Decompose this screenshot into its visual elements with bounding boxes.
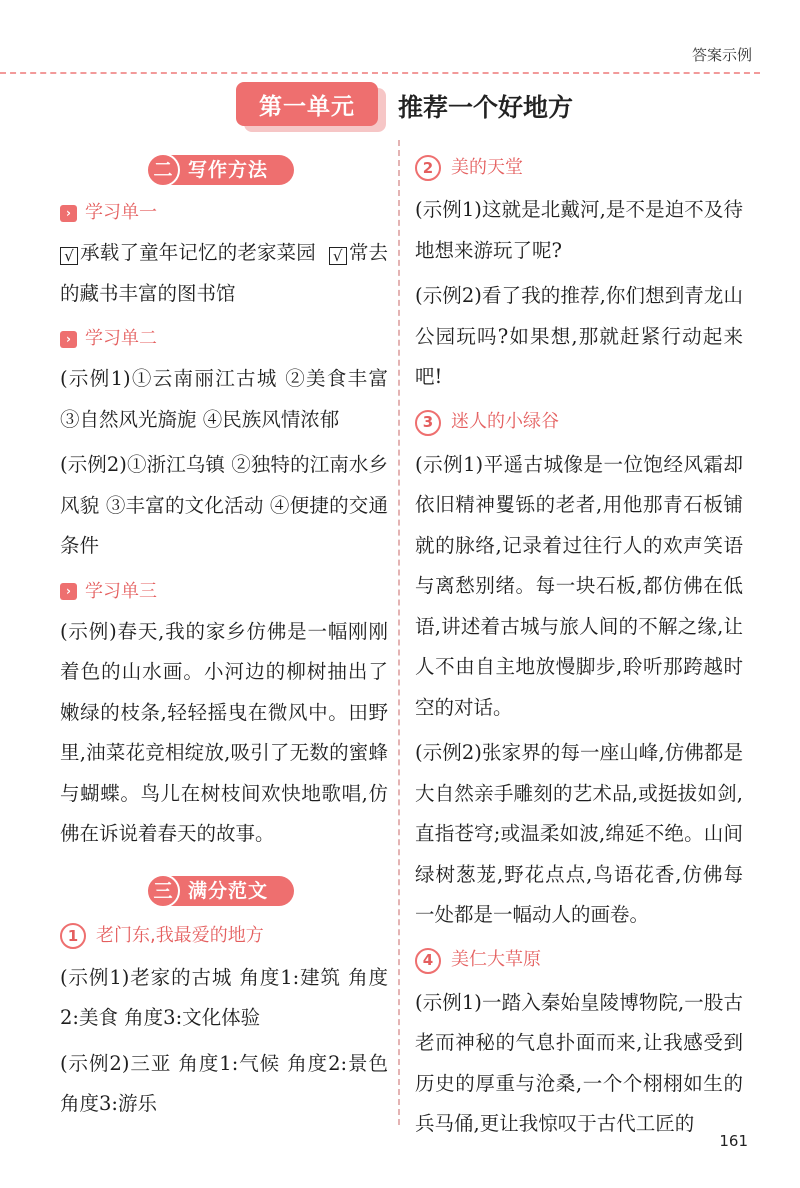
section-number: 二 bbox=[146, 153, 180, 187]
section-number: 三 bbox=[146, 874, 180, 908]
example-paragraph: (示例1)这就是北戴河,是不是迫不及待地想来游玩了呢? bbox=[415, 198, 743, 262]
number-circle-icon: 3 bbox=[415, 410, 441, 436]
study-unit-1-answer bbox=[60, 233, 388, 314]
answer-item: 承载了童年记忆的老家菜园 bbox=[80, 241, 316, 265]
study-unit-2-heading bbox=[60, 319, 388, 359]
example-paragraph: (示例2)看了我的推荐,你们想到青龙山公园玩吗?如果想,那就赶紧行动起来吧! bbox=[415, 284, 743, 388]
study-unit-1-heading bbox=[60, 193, 388, 233]
right-column bbox=[415, 144, 743, 1150]
model-essay-1-heading bbox=[60, 916, 388, 956]
section-writing-method bbox=[146, 153, 294, 187]
section-label: 满分范文 bbox=[168, 876, 294, 906]
arrow-right-icon: › bbox=[60, 205, 77, 222]
page-header-label: 答案示例 bbox=[691, 46, 752, 64]
model-essay-2-heading bbox=[415, 148, 743, 188]
arrow-right-icon: › bbox=[60, 583, 77, 600]
model-essay-3-heading bbox=[415, 403, 743, 443]
column-divider bbox=[398, 140, 400, 1125]
model-essay-title: 美仁大草原 bbox=[451, 949, 541, 971]
example-paragraph: (示例1)一踏入秦始皇陵博物院,一股古老而神秘的气息扑面而来,让我感受到历史的厚重与沧桑,一个个栩栩如生的兵马俑,更让我惊叹于古代工匠的 bbox=[415, 990, 743, 1135]
example-paragraph: (示例2)①浙江乌镇 ②独特的江南水乡风貌 ③丰富的文化活动 ④便捷的交通条件 bbox=[60, 453, 388, 558]
answer-item: 常去的藏书丰富的图书馆 bbox=[60, 241, 388, 305]
example-paragraph: (示例1)平遥古城像是一位饱经风霜却依旧精神矍铄的老者,用他那青石板铺就的脉络,记录着过往行人的欢声笑语与离愁别绪。每一块石板,都仿佛在低语,讲述着古城与旅人间的不解之缘,让人不由自主地放慢脚步,聆听那跨越时空的对话。 bbox=[415, 452, 743, 719]
page-number: 161 bbox=[719, 1132, 748, 1150]
unit-badge-label: 第一单元 bbox=[236, 82, 378, 126]
example-paragraph: (示例)春天,我的家乡仿佛是一幅刚刚着色的山水画。小河边的柳树抽出了嫩绿的枝条,轻轻摇曳在微风中。田野里,油菜花竞相绽放,吸引了无数的蜜蜂与蝴蝶。鸟儿在树枝间欢快地歌唱,仿佛在诉说着春天的故事。 bbox=[60, 619, 388, 846]
example-paragraph: (示例2)三亚 角度1:气候 角度2:景色 角度3:游乐 bbox=[60, 1051, 388, 1116]
model-essay-4-heading bbox=[415, 941, 743, 981]
section-model-essays bbox=[146, 874, 294, 908]
unit-title: 推荐一个好地方 bbox=[398, 93, 574, 122]
number-circle-icon: 1 bbox=[60, 923, 86, 949]
model-essay-title: 迷人的小绿谷 bbox=[451, 411, 559, 433]
number-circle-icon: 2 bbox=[415, 155, 441, 181]
model-essay-title: 老门东,我最爱的地方 bbox=[96, 924, 264, 946]
model-essay-title: 美的天堂 bbox=[451, 156, 523, 178]
unit-badge bbox=[236, 82, 378, 126]
study-unit-label: 学习单三 bbox=[85, 580, 157, 602]
study-unit-label: 学习单一 bbox=[85, 202, 157, 223]
example-paragraph: (示例1)①云南丽江古城 ②美食丰富 ③自然风光旖旎 ④民族风情浓郁 bbox=[60, 367, 388, 431]
left-column bbox=[60, 150, 388, 1130]
checkbox-checked-icon: √ bbox=[329, 247, 347, 265]
number-circle-icon: 4 bbox=[415, 948, 441, 974]
example-paragraph: (示例1)老家的古城 角度1:建筑 角度2:美食 角度3:文化体验 bbox=[60, 965, 388, 1030]
study-unit-3-heading bbox=[60, 572, 388, 612]
checkbox-checked-icon: √ bbox=[60, 247, 78, 265]
section-label: 写作方法 bbox=[168, 155, 294, 185]
header-divider bbox=[0, 72, 760, 74]
arrow-right-icon: › bbox=[60, 331, 77, 348]
study-unit-label: 学习单二 bbox=[85, 328, 157, 349]
example-paragraph: (示例2)张家界的每一座山峰,仿佛都是大自然亲手雕刻的艺术品,或挺拔如剑,直指苍穹;或温柔如波,绵延不绝。山间绿树葱茏,野花点点,鸟语花香,仿佛每一处都是一幅动人的画卷。 bbox=[415, 741, 743, 926]
